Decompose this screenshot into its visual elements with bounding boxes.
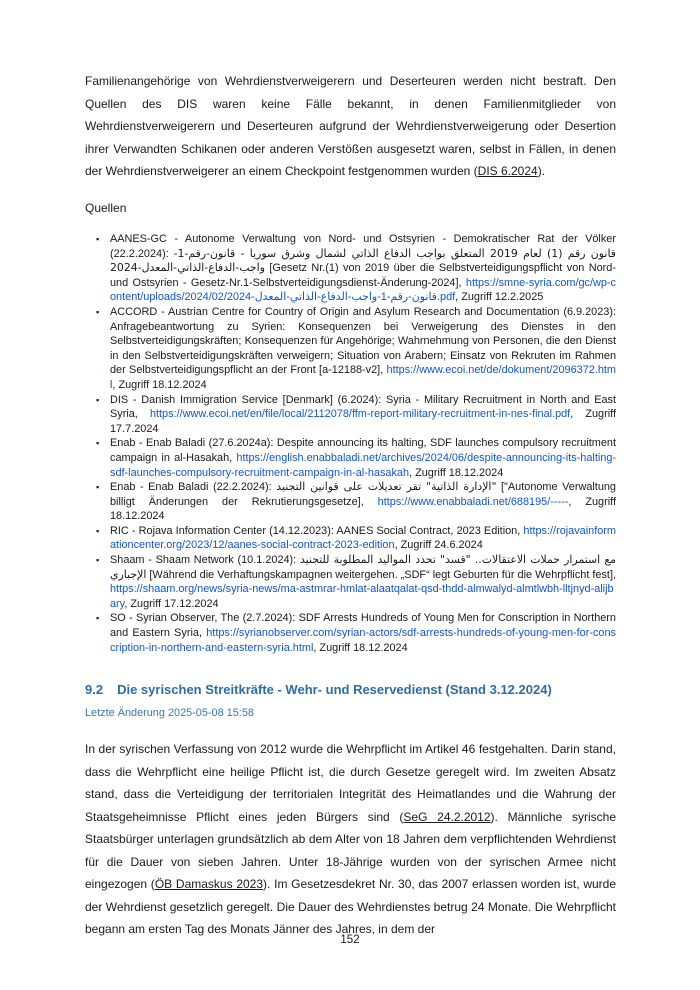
hyperlink[interactable]: https://rojavainformationcenter.org/2023/12/aanes-social-contract-2023-edition	[110, 524, 616, 552]
text-run: In der syrischen Verfassung von 2012 wurde die Wehrpflicht im Artikel 46 festgehalten. Darin stand, dass die Wehrpflicht eine heilige Pflicht ist, die durch Gesetze geregelt wird. Im zweiten Absatz stand, dass die Verteidigung der territorialen Integrität des Heimatlandes und die Wahrung der Staatsgeheimnisse Pflicht eines jeden Bürgers sind (	[85, 742, 616, 824]
intro-paragraph	[85, 70, 616, 183]
hyperlink[interactable]: https://www.enabbaladi.net/688195/-----	[377, 495, 569, 508]
section-heading	[85, 681, 616, 698]
hyperlink[interactable]: https://www.ecoi.net/en/file/local/2112078/ffm-report-military-recruitment-in-nes-final.pdf	[149, 408, 571, 421]
sources-heading: Quellen	[85, 200, 127, 215]
text-run: , Zugriff 18.12.2024	[409, 466, 504, 479]
text-run: AANES-GC - Autonome Verwaltung von Nord- und Ostsyrien - Demokratischer Rat der Völker (22.2.2024):	[110, 233, 616, 260]
text-run: ACCORD - Austrian Centre for Country of Origin and Asylum Research and Documentation (6.9.2023): Anfragebeantwortung zu Syrien: Konsequenzen bei Verweigerung des Dienstes in den Selbstverteidigungskräften; Konsequenzen für Angehörige; Wahrnehmung von Personen, die den Dienst in den Selbstverteidigungskräften verweigern; Situation von Arabern; Einsatz von Rekruten im Rahmen der Selbstverteidigungspflicht an der Front [a-12188-v2],	[110, 305, 616, 377]
body-paragraph	[85, 738, 616, 941]
page-number: 152	[340, 934, 360, 946]
section-number: 9.2	[85, 682, 104, 698]
text-run: ). Im Gesetzesdekret Nr. 30, das 2007 erlassen worden ist, wurde der Wehrdienst gesetzlich geregelt. Die Dauer des Wehrdienstes betrug 24 Monate. Die Wehrpflicht begann am ersten Tag des Monats Jänner des Jahres, in dem der	[85, 877, 616, 937]
source-item	[85, 305, 616, 393]
section-title: Die syrischen Streitkräfte - Wehr- und Reservedienst (Stand 3.12.2024)	[117, 682, 552, 698]
last-change-note: Letzte Änderung 2025-05-08 15:58	[85, 707, 254, 720]
text-run: ).	[537, 164, 546, 178]
arabic-text: مع استمرار حملات الاعتقالات.. "قسد" تحدد المواليد المطلوبة للتجنيد الإجباري	[110, 553, 616, 581]
source-text	[110, 233, 616, 303]
source-item	[85, 393, 616, 437]
text-run: Enab - Enab Baladi (27.6.2024a): Despite announcing its halting, SDF launches compulsory recruitment campaign in al-Hasakah,	[110, 437, 616, 464]
text-run: , Zugriff 17.12.2024	[124, 597, 219, 610]
source-item	[85, 436, 616, 480]
text-run: [Gesetz Nr.(1) von 2019 über die Selbstverteidigungspflicht von Nord- und Ostsyrien - Gesetz-Nr.1-Selbstverteidigungsdienst-Änderung-2024],	[110, 262, 616, 289]
sources-list	[85, 232, 616, 655]
reference-link[interactable]: SeG 24.2.2012	[403, 809, 491, 824]
text-run: SO - Syrian Observer, The (2.7.2024): SDF Arrests Hundreds of Young Men for Conscription in Northern and Eastern Syria,	[110, 612, 616, 640]
text-run: Familienangehörige von Wehrdienstverweigerern und Deserteuren werden nicht bestraft. Den Quellen des DIS waren keine Fälle bekannt, in denen Familienmitglieder von Wehrdienstverweigerern und Deserteuren aufgrund der Wehrdienstverweigerung oder Desertion ihrer Verwandten Schikanen oder anderen Verstößen ausgesetzt waren, selbst in Fällen, in denen der Wehrdienstverweigerer an einem Checkpoint festgenommen wurden (	[85, 74, 616, 178]
bullet-icon: ▪	[96, 613, 100, 624]
text-run: , Zugriff 18.12.2024	[110, 495, 617, 523]
bullet-icon: ▪	[96, 525, 100, 536]
source-text	[110, 481, 616, 522]
text-run: , Zugriff 18.12.2024	[313, 641, 408, 654]
bullet-icon: ▪	[96, 482, 100, 493]
bullet-icon: ▪	[96, 555, 100, 566]
hyperlink[interactable]: https://shaam.org/news/syria-news/ma-astmrar-hmlat-alaatqalat-qsd-thdd-almwalyd-almtlwbh-lltjnyd-alijbary	[110, 583, 614, 610]
hyperlink[interactable]: https://syrianobserver.com/syrian-actors/sdf-arrests-hundreds-of-young-men-for-conscription-in-northern-and-eastern-syria.html	[110, 627, 616, 654]
text-run: Enab - Enab Baladi (22.2.2024):	[110, 481, 277, 494]
text-run: ). Männliche syrische Staatsbürger unterlagen grundsätzlich ab dem Alter von 18 Jahren dem verpflichtenden Wehrdienst für die Dauer von sieben Jahren. Unter 18-Jährige wurden von der syrischen Armee nicht eingezogen (	[85, 809, 616, 892]
bullet-icon: ▪	[96, 306, 100, 317]
hyperlink[interactable]: https://www.ecoi.net/de/dokument/2096372.html	[110, 364, 616, 391]
source-text	[110, 306, 616, 391]
text-run: DIS - Danish Immigration Service [Denmark] (6.2024): Syria - Military Recruitment in North and East Syria,	[110, 393, 616, 421]
bullet-icon: ▪	[96, 234, 100, 244]
source-item	[85, 232, 616, 305]
text-run: RIC - Rojava Information Center (14.12.2023): AANES Social Contract, 2023 Edition,	[110, 524, 524, 537]
source-item	[85, 553, 616, 611]
text-run: ["Autonome Verwaltung billigt Änderungen der Rekrutierungsgesetze],	[110, 481, 616, 508]
source-text	[110, 612, 616, 653]
text-run: [Während die Verhaftungskampagnen weitergehen. „SDF“ legt Geburten für die Wehrpflicht fest],	[146, 568, 616, 581]
text-run: , Zugriff 17.7.2024	[110, 408, 616, 435]
text-run: , Zugriff 18.12.2024	[112, 378, 207, 391]
source-text	[110, 437, 616, 478]
reference-link[interactable]: ÖB Damaskus 2023	[154, 877, 264, 892]
source-item	[85, 611, 616, 655]
arabic-text: قانون رقم (1) لعام 2019 المتعلق بواجب الدفاع الذاتي لشمال وشرق سوريا - قانون-رقم-1-واجب-الدفاع-الذاتي-المعدل-2024	[110, 246, 616, 275]
hyperlink[interactable]: https://english.enabbaladi.net/archives/2024/06/despite-announcing-its-halting-sdf-launches-compulsory-recruitment-campaign-in-al-hasakah	[110, 451, 616, 479]
source-item	[85, 524, 616, 553]
text-run: , Zugriff 12.2.2025	[455, 291, 544, 304]
arabic-text: "الإدارة الذاتية" تقر تعديلات على قوانين التجنيد	[276, 480, 497, 494]
reference-link[interactable]: DIS 6.2024	[477, 164, 538, 178]
source-text	[110, 394, 616, 435]
bullet-icon: ▪	[96, 394, 100, 405]
source-item	[85, 480, 616, 524]
text-run: Shaam - Shaam Network (10.1.2024):	[110, 554, 300, 567]
source-text	[110, 554, 616, 610]
bullet-icon: ▪	[96, 438, 100, 449]
text-run: , Zugriff 24.6.2024	[394, 539, 483, 552]
source-text	[110, 525, 616, 552]
hyperlink[interactable]: https://smne-syria.com/gc/wp-content/uploads/2024/02/قانون-رقم-1-واجب-الدفاع-الذاتي-المعدل-2024.pdf	[110, 276, 616, 304]
